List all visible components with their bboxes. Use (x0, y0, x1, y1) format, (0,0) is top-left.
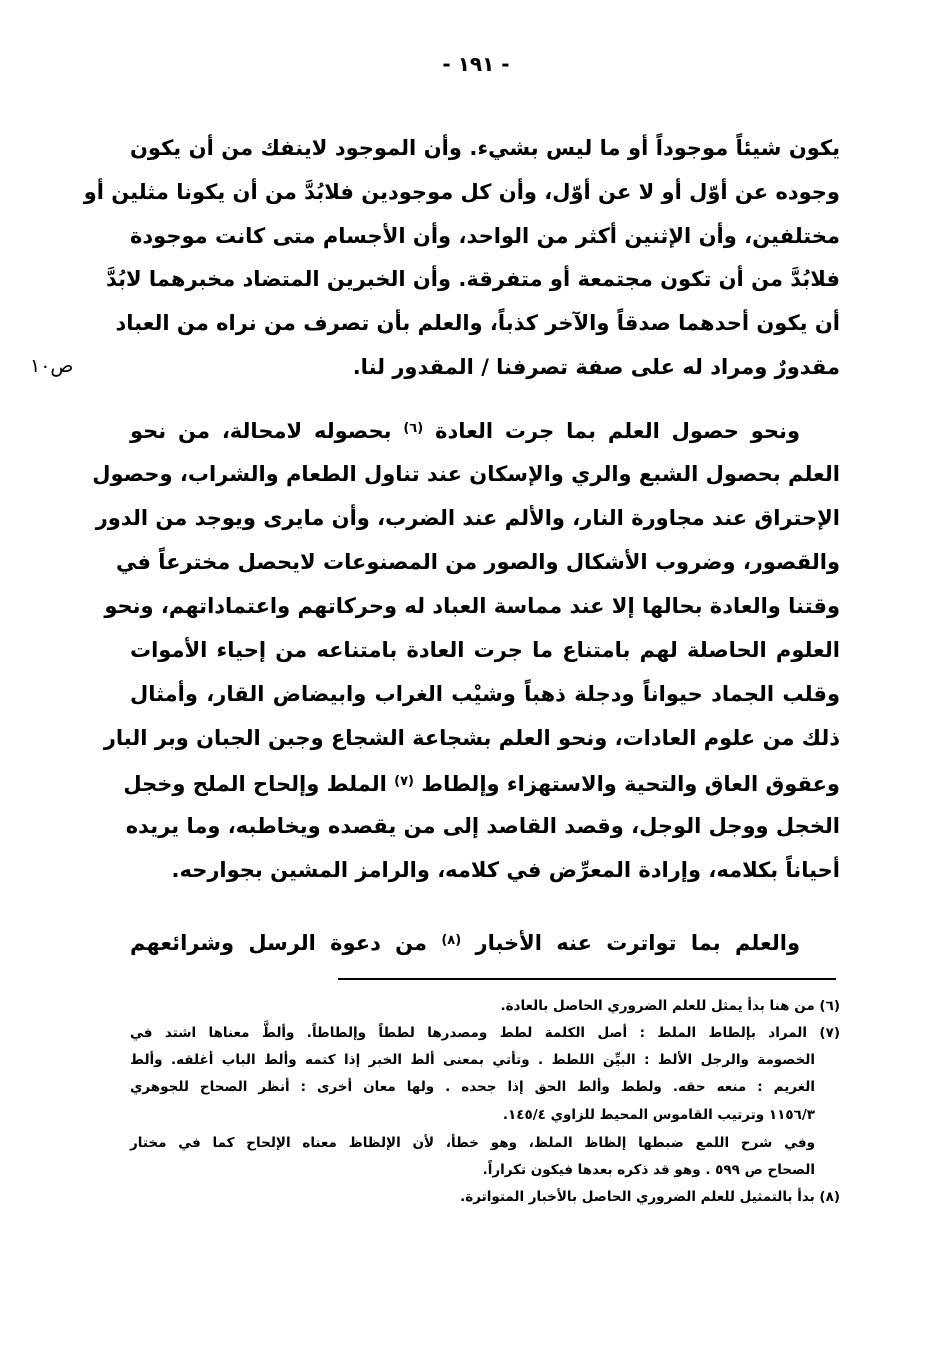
text-line: أن يكون أحدهما صدقاً والآخر كذباً، والعلم بأن تصرف من نراه من العباد (115, 311, 840, 335)
footnote-ref-7[interactable]: (٧) (394, 774, 414, 789)
footnote-7: (٧) المراد بإلطاط الملط : أصل الكلمة لطط ومصدرها لططاً وإلطاطاً. وألطَّ معناها اشتد في (130, 1025, 840, 1041)
footnote-7-line: الغريم : منعه حقه. ولطط وألط الحق إذا جحده . ولها معان أخرى : أنظر الصحاح للجوهري (130, 1079, 815, 1095)
footnote-7-line: وفي شرح اللمع ضبطها إلظاظ الملظ، وهو خطأ، لأن الإلظاظ معناه الإلحاح كما في مختار (130, 1135, 815, 1151)
text-line: والقصور، وضروب الأشكال والصور من المصنوعات لايحصل مخترعاً في (115, 550, 840, 574)
footnote-ref-8[interactable]: (٨) (441, 933, 462, 948)
footnote-ref-6[interactable]: (٦) (403, 421, 424, 436)
text-line: والعلم بما تواترت عنه الأخبار $^{(٨)}$ من دعوة الرسل وشرائعهم (130, 931, 800, 955)
footnote-6: (٦) من هنا بدأ يمثل للعلم الضروري الحاصل بالعادة. (500, 998, 840, 1014)
footnote-separator (338, 978, 836, 980)
footnote-7-line: ١١٥٦/٣ وترتيب القاموس المحيط للزاوي ١٤٥/٤. (502, 1107, 815, 1123)
text-line: يكون شيئاً موجوداً أو ما ليس بشيء. وأن الموجود لاينفك من أن يكون (130, 136, 840, 160)
text-line: أحياناً بكلامه، وإرادة المعرِّض في كلامه، والرامز المشين بجوارحه. (171, 858, 840, 882)
footnote-8: (٨) بدأ بالتمثيل للعلم الضروري الحاصل بالأخبار المتواترة. (460, 1189, 840, 1205)
margin-page-reference: ص١٠ (30, 355, 74, 377)
text-line: ذلك من علوم العادات، ونحو العلم بشجاعة الشجاع وجبن الجبان وبر البار (103, 726, 840, 750)
text-line: مقدورٌ ومراد له على صفة تصرفنا / المقدور لنا. (352, 355, 840, 379)
page-number: - ١٩١ - (442, 52, 510, 76)
text-line: ونحو حصول العلم بما جرت العادة $^{(٦)}$ بحصوله لامحالة، من نحو (130, 419, 800, 443)
text-line: وعقوق العاق والتحية والاستهزاء وإلطاط $^{(٧)}$ الملط وإلحاح الملح وخجل (123, 772, 840, 796)
text-line: مختلفين، وأن الإثنين أكثر من الواحد، وأن الأجسام متى كانت موجودة (130, 224, 840, 248)
text-line: فلابُدَّ من أن تكون مجتمعة أو متفرقة. وأن الخبرين المتضاد مخبرهما لابُدَّ (105, 267, 840, 291)
footnote-7-line: الصحاح ص ٥٩٩ . وهو قد ذكره بعدها فيكون تكراراً. (482, 1162, 815, 1178)
text-line: وقتنا والعادة بحالها إلا عند مماسة العباد له وحركاتهم واعتماداتهم، ونحو (104, 594, 840, 618)
text-line: العلوم الحاصلة لهم بامتناع ما جرت العادة بامتناعه من إحياء الأموات (130, 638, 840, 662)
text-line: العلم بحصول الشبع والري والإسكان عند تناول الطعام والشراب، وحصول (92, 462, 840, 486)
text-line: الإحتراق عند مجاورة النار، والألم عند الضرب، وأن مايرى ويوجد من الدور (95, 506, 840, 530)
text-line: وقلب الجماد حيواناً ودجلة ذهباً وشيْب الغراب وابيضاض القار، وأمثال (130, 682, 840, 706)
footnote-7-line: الخصومة والرجل الألط : البيِّن اللطط . وتأتي بمعنى ألط الخبر إذا كتمه وألط الباب أغلقه. وألط (130, 1052, 815, 1068)
text-line: وجوده عن أوّل أو لا عن أوّل، وأن كل موجودين فلابُدَّ من أن يكونا مثلين أو (83, 180, 840, 204)
text-line: الخجل ووجل الوجل، وقصد القاصد إلى من يقصده ويخاطبه، وما يريده (125, 814, 840, 838)
